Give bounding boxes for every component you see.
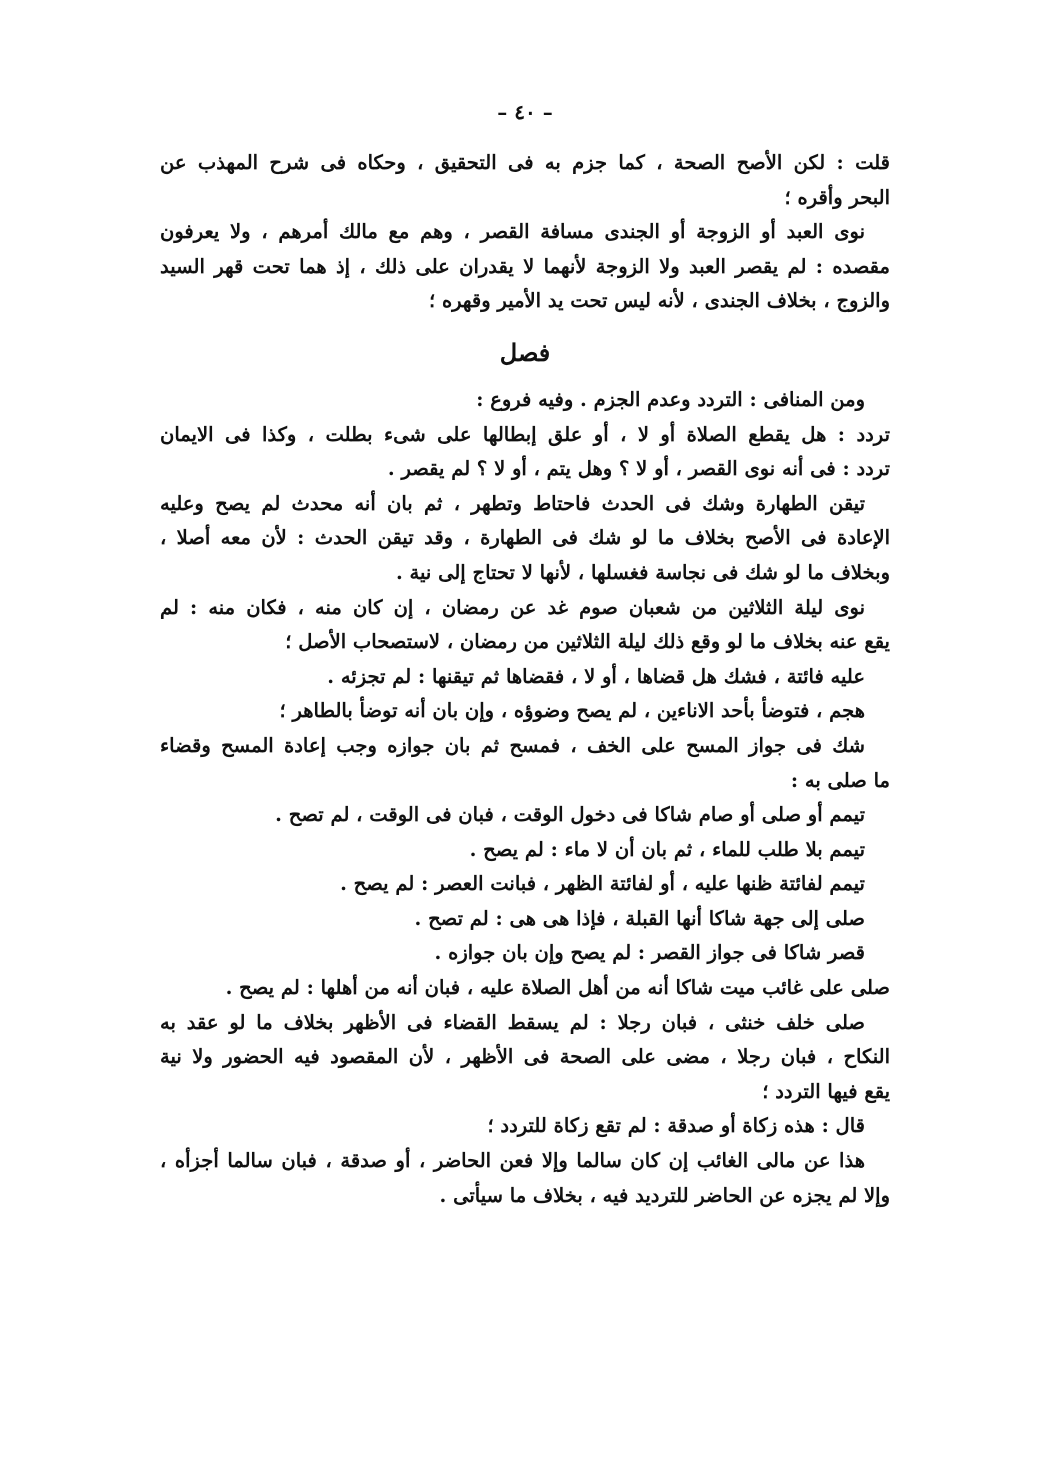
text-line: وبخلاف ما لو شك فى نجاسة فغسلها ، لأنها لا تحتاج إلى نية . (395, 560, 890, 584)
text-line: يقع عنه بخلاف ما لو وقع ذلك ليلة الثلاثين من رمضان ، لاستصحاب الأصل ؛ (285, 630, 890, 654)
text-line: ومن المنافى : التردد وعدم الجزم . وفيه فروع : (476, 387, 865, 411)
text-line: صلى إلى جهة شاكا أنها القبلة ، فإذا هى هى : لم تصح . (414, 906, 865, 930)
text-block-top (160, 146, 890, 319)
text-line: شك فى جواز المسح على الخف ، فمسح ثم بان جوازه وجب إعادة المسح وقضاء (160, 733, 865, 757)
text-line: نوى العبد أو الزوجة أو الجندى مسافة القصر ، وهم مع مالك أمرهم ، ولا يعرفون (160, 220, 865, 244)
text-line: قلت : لكن الأصح الصحة ، كما جزم به فى التحقيق ، وحكاه فى شرح المهذب عن (160, 151, 890, 174)
text-line: صلى خلف خنثى ، فبان رجلا : لم يسقط القضاء فى الأظهر بخلاف ما لو عقد به (160, 1010, 865, 1034)
text-line: تيقن الطهارة وشك فى الحدث فاحتاط وتطهر ، ثم بان أنه محدث لم يصح وعليه (160, 491, 865, 515)
text-line: ما صلى به : (790, 768, 890, 792)
text-line: تردد : فى أنه نوى القصر ، أو لا ؟ وهل يتم ، أو لا ؟ لم يقصر . (387, 457, 890, 481)
text-line: صلى على غائب ميت شاكا أنه من أهل الصلاة عليه ، فبان أنه من أهلها : لم يصح . (225, 976, 890, 1000)
text-line: النكاح ، فبان رجلا ، مضى على الصحة فى الأظهر ، لأن المقصود فيه الحضور ولا نية (160, 1045, 890, 1069)
text-line: والزوج ، بخلاف الجندى ، لأنه ليس تحت يد الأمير وقهره ؛ (428, 289, 890, 313)
text-line: هذا عن مالى الغائب إن كان سالما وإلا فعن الحاضر ، أو صدقة ، فبان سالما أجزأه ، (160, 1149, 865, 1173)
text-line: تيمم بلا طلب للماء ، ثم بان أن لا ماء : لم يصح . (469, 837, 865, 861)
text-line: تيمم أو صلى أو صام شاكا فى دخول الوقت ، فبان فى الوقت ، لم تصح . (275, 803, 865, 827)
text-line: تيمم لفائتة ظنها عليه ، أو لفائتة الظهر ، فبانت العصر : لم يصح . (340, 872, 865, 896)
text-block-main (160, 383, 890, 1213)
text-line: نوى ليلة الثلاثين من شعبان صوم غد عن رمضان ، إن كان منه ، فكان منه : لم (160, 595, 865, 619)
text-line: البحر وأقره ؛ (784, 185, 890, 209)
page-number: – ٤٠ – (497, 100, 553, 124)
document-page (160, 100, 890, 1440)
text-line: عليه فائتة ، فشك هل قضاها ، أو لا ، فقضاها ثم تيقنها : لم تجزئه . (327, 664, 865, 688)
section-heading: فصل (499, 337, 551, 367)
text-line: تردد : هل يقطع الصلاة أو لا ، أو علق إبطالها على شىء بطلت ، وكذا فى الايمان (160, 422, 890, 446)
text-line: وإلا لم يجزه عن الحاضر للترديد فيه ، بخلاف ما سيأتى . (439, 1183, 890, 1207)
text-line: قال : هذه زكاة أو صدقة : لم تقع زكاة للتردد ؛ (487, 1114, 865, 1138)
text-line: هجم ، فتوضأ بأحد الاناءين ، لم يصح وضوؤه ، وإن بان أنه توضأ بالطاهر ؛ (279, 699, 865, 723)
text-line: مقصده : لم يقصر العبد ولا الزوجة لأنهما لا يقدران على ذلك ، إذ هما تحت قهر السيد (160, 254, 890, 278)
text-line: الإعادة فى الأصح بخلاف ما لو شك فى الطهارة ، وقد تيقن الحدث : لأن معه أصلا ، (160, 526, 890, 550)
text-line: يقع فيها التردد ؛ (762, 1079, 890, 1103)
text-line: قصر شاكا فى جواز القصر : لم يصح وإن بان جوازه . (434, 941, 865, 965)
